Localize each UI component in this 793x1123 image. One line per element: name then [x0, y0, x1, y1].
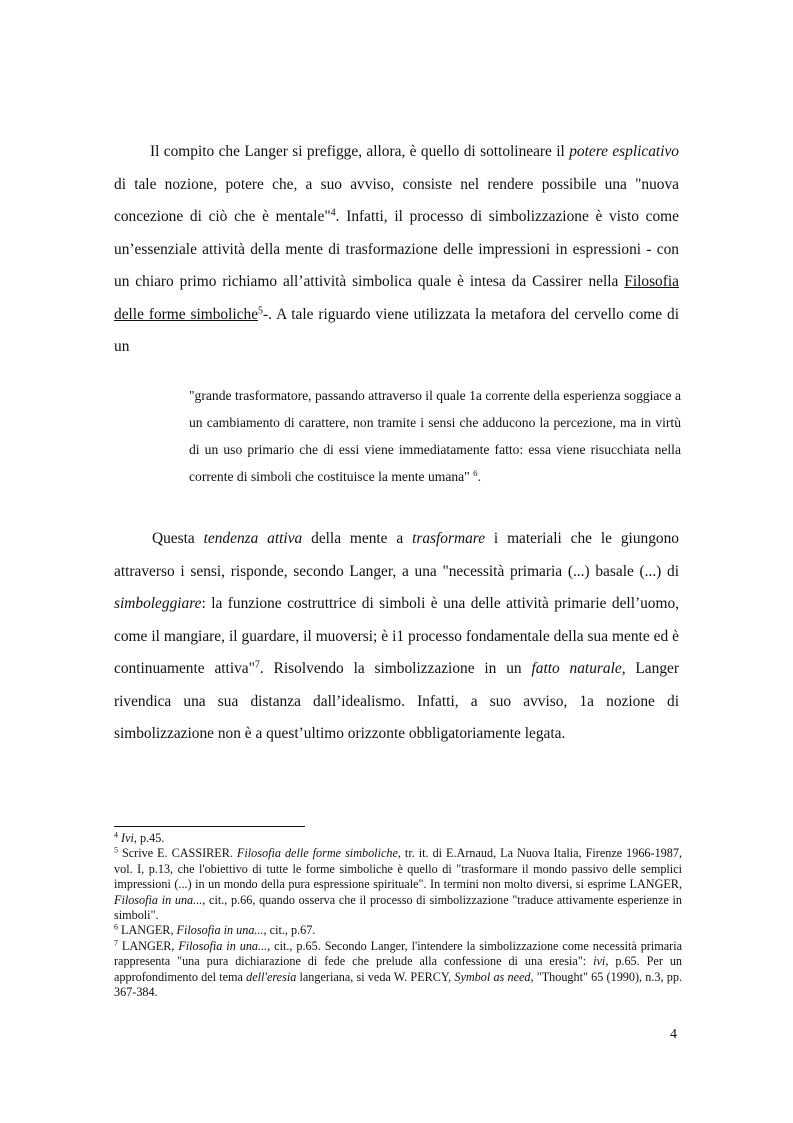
emphasis: simboleggiare — [114, 595, 202, 612]
body-paragraph-2: Questa tendenza attiva della mente a trasformare i materiali che le giungono attraverso i sensi, risponde, secondo Langer, a una "necessità primaria (...) basale (...) di simboleggiare: la funzione costruttrice di simboli è una delle attività primarie dell’uomo, come il mangiare, il guardare, il muoversi; è i1 processo fondamentale della sua mente ed è continuamente attiva"$^7$. Risolvendo la simbolizzazione in un fatto naturale, Langer rivendica una sua distanza dall’idealismo. Infatti, a suo avviso, 1a nozione di simbolizzazione non è a quest’ultimo orizzonte obbligatoriamente legata. — [114, 530, 679, 742]
emphasis: tendenza attiva — [203, 530, 303, 547]
emphasis: trasformare — [412, 530, 486, 547]
block-quote: "grande trasformatore, passando attraverso il quale 1a corrente della esperienza soggiace a un cambiamento di carattere, non tramite i sensi che adducono la percezione, ma in virtù di un uso primario che di essi viene immediatamente fatto: essa viene risucchiata nella corrente di simboli che costituisce la mente umana" $^6$. — [189, 388, 681, 484]
footnote-7: $^7$ LANGER, Filosofia in una..., cit., p.65. Secondo Langer, l'intendere la simbolizzazione come necessità primaria rappresenta "una pura dichiarazione di fede che prelude alla confessione di una eresia": ivi, p.65. Per un approfondimento del tema dell'eresia langeriana, si veda W. PERCY, Symbol as need, "Thought" 65 (1990), n.3, pp. 367-384. — [114, 938, 683, 1000]
footnote-ref-5: 5 — [258, 305, 264, 316]
emphasis: fatto naturale, — [531, 660, 626, 677]
book-title: Filosofia delle forme simboliche — [114, 273, 679, 323]
footnote-ref-4: 4 — [330, 207, 336, 219]
footnote-ref-6: 6 — [473, 468, 478, 479]
body-paragraph-1: Il compito che Langer si prefigge, allora, è quello di sottolineare il potere esplicativo di tale nozione, potere che, a suo avviso, consiste nel rendere possibile una "nuova concezione di ciò che è mentale"$^4$. Infatti, il processo di simbolizzazione è visto come un’essenziale attività della mente di trasformazione delle impressioni in espressioni - con un chiaro primo richiamo all’attività simbolica quale è intesa da Cassirer nella Filosofia delle forme simboliche$^5$-. A tale riguardo viene utilizzata la metafora del cervello come di un — [114, 143, 679, 355]
footnote-5: $^5$ Scrive E. CASSIRER. Filosofia delle forme simboliche, tr. it. di E.Arnaud, La Nuova Italia, Firenze 1966-1987, vol. I, p.13, che l'obiettivo di tutte le forme simboliche è quello di "trasformare il mondo passivo delle semplici impressioni (...) in un mondo della pura espressione spirituale". In termini non molto diversi, si esprime LANGER, Filosofia in una..., cit., p.66, quando osserva che il processo di simbolizzazione "traduce attivamente esperienze in simboli". — [114, 846, 683, 923]
footnotes — [114, 831, 682, 1000]
footnote-6: $^6$ LANGER, Filosofia in una..., cit., p.67. — [114, 923, 316, 938]
footnote-ref-7: 7 — [254, 659, 260, 671]
page-number: 4 — [670, 1027, 677, 1042]
footnote-4: $^4$ Ivi, p.45. — [114, 830, 165, 845]
emphasis: potere esplicativo — [569, 143, 679, 160]
footnote-separator — [114, 826, 305, 827]
